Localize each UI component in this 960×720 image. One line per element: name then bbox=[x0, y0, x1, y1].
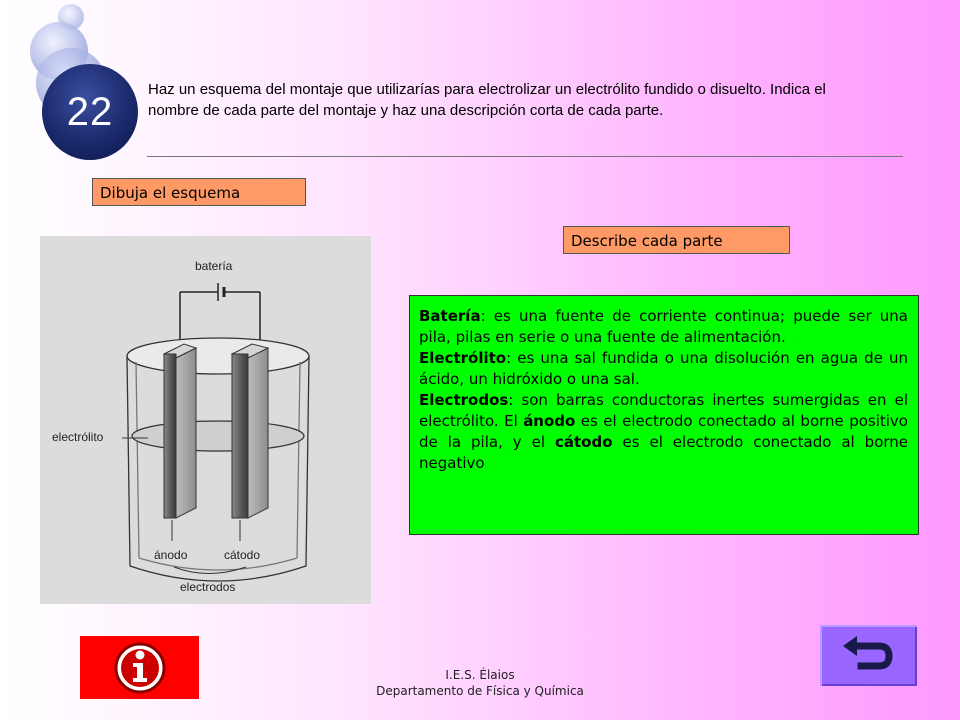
draw-label: Dibuja el esquema bbox=[92, 178, 306, 206]
battery-text: : es una fuente de corriente continua; puede ser una pila, pilas en serie o una fuente de alimentación. bbox=[419, 307, 908, 346]
electrolyte-label: electrólito bbox=[52, 430, 104, 444]
cathode-rod bbox=[232, 344, 268, 518]
battery-description bbox=[419, 306, 908, 348]
battery-term: Batería bbox=[419, 307, 481, 325]
footer-school: I.E.S. Élaios bbox=[445, 668, 515, 682]
electrolyte-text: : es una sal fundida o una disolución en agua de un ácido, un hidróxido o una sal. bbox=[419, 349, 908, 388]
anode-term: ánodo bbox=[523, 412, 576, 430]
cathode-text: es el electrodo conectado al borne negativo bbox=[419, 433, 909, 472]
footer-department: Departamento de Física y Química bbox=[376, 684, 584, 698]
electrolyte-term: Electrólito bbox=[419, 349, 507, 367]
description-box bbox=[409, 295, 919, 535]
electrolyte-surface bbox=[132, 421, 304, 451]
cathode-label: cátodo bbox=[224, 548, 261, 562]
return-arrow-icon bbox=[839, 636, 899, 676]
battery-label: batería bbox=[195, 259, 233, 273]
electrolyte-description bbox=[419, 348, 908, 390]
slide-number: 22 bbox=[66, 89, 114, 134]
info-button[interactable] bbox=[80, 636, 199, 699]
return-button[interactable] bbox=[820, 625, 917, 686]
describe-label: Describe cada parte bbox=[563, 226, 790, 254]
electrodes-label: electrodos bbox=[180, 580, 236, 594]
electrodes-text: : son barras conductoras inertes sumergidas en el electrólito. El bbox=[419, 391, 908, 430]
question-text: Haz un esquema del montaje que utilizarías para electrolizar un electrólito fundido o disuelto. Indica el nombre de cada parte del montaje y haz una descripción corta de cada parte. bbox=[148, 81, 826, 119]
info-icon bbox=[112, 640, 168, 696]
electrodes-description bbox=[419, 390, 908, 474]
electrolysis-diagram bbox=[40, 236, 371, 604]
anode-rod bbox=[164, 344, 196, 518]
electrodes-term: Electrodos bbox=[419, 391, 509, 409]
footer bbox=[340, 667, 620, 699]
cathode-term: cátodo bbox=[554, 433, 613, 451]
header-divider bbox=[147, 156, 903, 157]
anode-text: es el electrodo conectado al borne positivo de la pila, y el bbox=[419, 412, 908, 451]
diagram-background bbox=[40, 236, 371, 604]
slide-number-badge bbox=[42, 64, 138, 160]
anode-label: ánodo bbox=[154, 548, 188, 562]
